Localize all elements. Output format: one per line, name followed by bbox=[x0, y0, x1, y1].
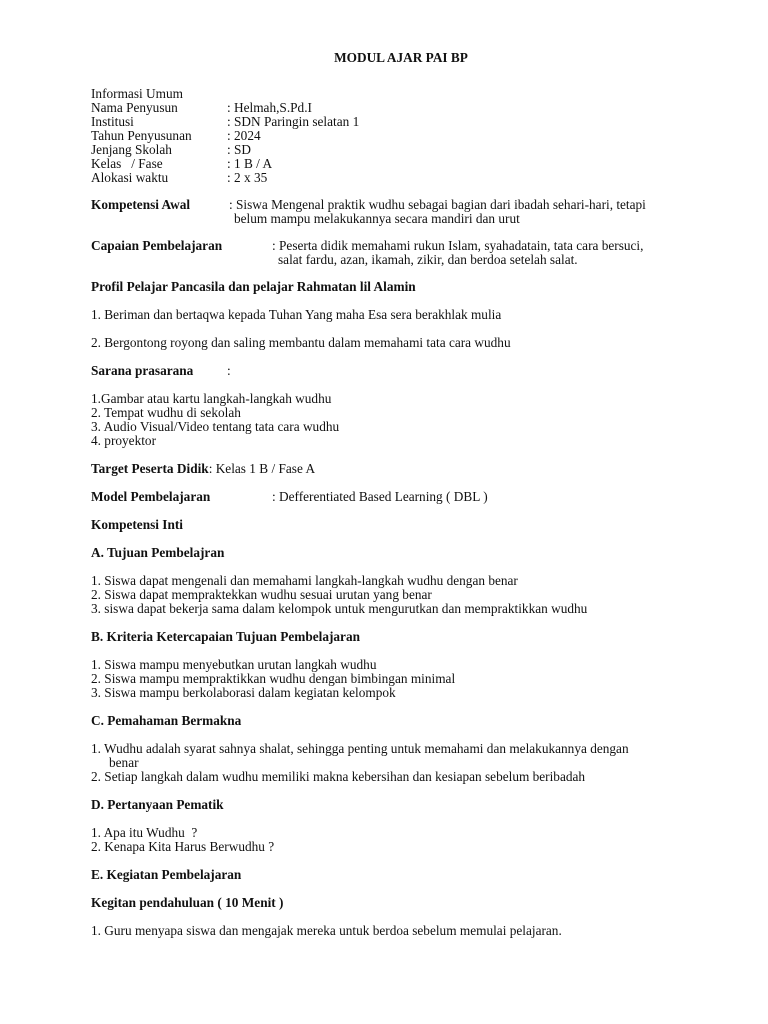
info-value: : 2024 bbox=[227, 128, 261, 143]
info-row bbox=[91, 143, 711, 157]
sarana-item: 1.Gambar atau kartu langkah-langkah wudhu bbox=[91, 391, 332, 406]
sarana-item: 3. Audio Visual/Video tentang tata cara wudhu bbox=[91, 419, 340, 434]
sarana-heading bbox=[91, 364, 711, 378]
info-value: : Helmah,S.Pd.I bbox=[227, 100, 312, 115]
document-title: MODUL AJAR PAI BP bbox=[334, 50, 468, 65]
info-row bbox=[91, 171, 711, 185]
pertanyaan-item: 2. Kenapa Kita Harus Berwudhu ? bbox=[91, 839, 275, 854]
model-value: : Defferentiated Based Learning ( DBL ) bbox=[272, 489, 488, 504]
profil-item: 1. Beriman dan bertaqwa kepada Tuhan Yang maha Esa sera berakhlak mulia bbox=[91, 307, 502, 322]
model-label: Model Pembelajaran bbox=[91, 489, 211, 504]
profil-item: 2. Bergontong royong dan saling membantu dalam memahami tata cara wudhu bbox=[91, 335, 511, 350]
kompetensi-awal-label: Kompetensi Awal bbox=[91, 197, 191, 212]
target-peserta bbox=[91, 462, 711, 476]
sarana-colon: : bbox=[227, 363, 231, 378]
tujuan-item: 1. Siswa dapat mengenali dan memahami langkah-langkah wudhu dengan benar bbox=[91, 573, 518, 588]
info-row bbox=[91, 129, 711, 143]
pemahaman-heading: C. Pemahaman Bermakna bbox=[91, 713, 242, 728]
model-pembelajaran bbox=[91, 490, 711, 504]
kegiatan-item: 1. Guru menyapa siswa dan mengajak mereka untuk berdoa sebelum memulai pelajaran. bbox=[91, 923, 562, 938]
pertanyaan-heading: D. Pertanyaan Pematik bbox=[91, 797, 224, 812]
sarana-item: 4. proyektor bbox=[91, 433, 156, 448]
kriteria-item: 2. Siswa mampu mempraktikkan wudhu dengan bimbingan minimal bbox=[91, 671, 456, 686]
info-value: : 1 B / A bbox=[227, 156, 273, 171]
info-label: Tahun Penyusunan bbox=[91, 128, 192, 143]
info-value: : SDN Paringin selatan 1 bbox=[227, 114, 360, 129]
info-value: : SD bbox=[227, 142, 252, 157]
info-label: Jenjang Skolah bbox=[91, 142, 172, 157]
kegiatan-heading: E. Kegiatan Pembelajaran bbox=[91, 867, 242, 882]
kegiatan-subheading: Kegitan pendahuluan ( 10 Menit ) bbox=[91, 895, 284, 910]
kompetensi-inti-heading: Kompetensi Inti bbox=[91, 517, 183, 532]
capaian-label: Capaian Pembelajaran bbox=[91, 238, 223, 253]
kompetensi-awal-text: : Siswa Mengenal praktik wudhu sebagai bagian dari ibadah sehari-hari, tetapi bbox=[229, 197, 646, 212]
kriteria-item: 1. Siswa mampu menyebutkan urutan langkah wudhu bbox=[91, 657, 377, 672]
info-row bbox=[91, 101, 711, 115]
info-label: Nama Penyusun bbox=[91, 100, 178, 115]
document-page bbox=[91, 51, 711, 938]
pemahaman-item: 2. Setiap langkah dalam wudhu memiliki makna kebersihan dan kesiapan sebelum beribadah bbox=[91, 769, 586, 784]
target-label: Target Peserta Didik bbox=[91, 461, 209, 476]
info-label: Alokasi waktu bbox=[91, 170, 169, 185]
capaian-pembelajaran bbox=[91, 239, 711, 267]
kompetensi-awal bbox=[91, 198, 711, 226]
capaian-text: : Peserta didik memahami rukun Islam, syahadatain, tata cara bersuci, bbox=[272, 238, 644, 253]
info-label: Institusi bbox=[91, 114, 134, 129]
profil-heading: Profil Pelajar Pancasila dan pelajar Rahmatan lil Alamin bbox=[91, 279, 416, 294]
kriteria-heading: B. Kriteria Ketercapaian Tujuan Pembelajaran bbox=[91, 629, 361, 644]
pertanyaan-item: 1. Apa itu Wudhu ? bbox=[91, 825, 198, 840]
pemahaman-item: 1. Wudhu adalah syarat sahnya shalat, sehingga penting untuk memahami dan melakukannya dengan bbox=[91, 741, 629, 756]
tujuan-item: 2. Siswa dapat mempraktekkan wudhu sesuai urutan yang benar bbox=[91, 587, 432, 602]
tujuan-item: 3. siswa dapat bekerja sama dalam kelompok untuk mengurutkan dan mempraktikkan wudhu bbox=[91, 601, 588, 616]
info-row bbox=[91, 115, 711, 129]
target-value: : Kelas 1 B / Fase A bbox=[208, 461, 316, 476]
kriteria-item: 3. Siswa mampu berkolaborasi dalam kegiatan kelompok bbox=[91, 685, 396, 700]
info-row bbox=[91, 157, 711, 171]
sarana-item: 2. Tempat wudhu di sekolah bbox=[91, 405, 241, 420]
tujuan-heading: A. Tujuan Pembelajran bbox=[91, 545, 225, 560]
capaian-text-cont: salat fardu, azan, ikamah, zikir, dan berdoa setelah salat. bbox=[278, 252, 578, 267]
kompetensi-awal-text-cont: belum mampu melakukannya secara mandiri dan urut bbox=[234, 211, 520, 226]
info-heading: Informasi Umum bbox=[91, 86, 183, 101]
info-label: Kelas / Fase bbox=[91, 156, 163, 171]
sarana-label: Sarana prasarana bbox=[91, 363, 194, 378]
info-value: : 2 x 35 bbox=[227, 170, 268, 185]
pemahaman-item-cont: benar bbox=[109, 755, 139, 770]
